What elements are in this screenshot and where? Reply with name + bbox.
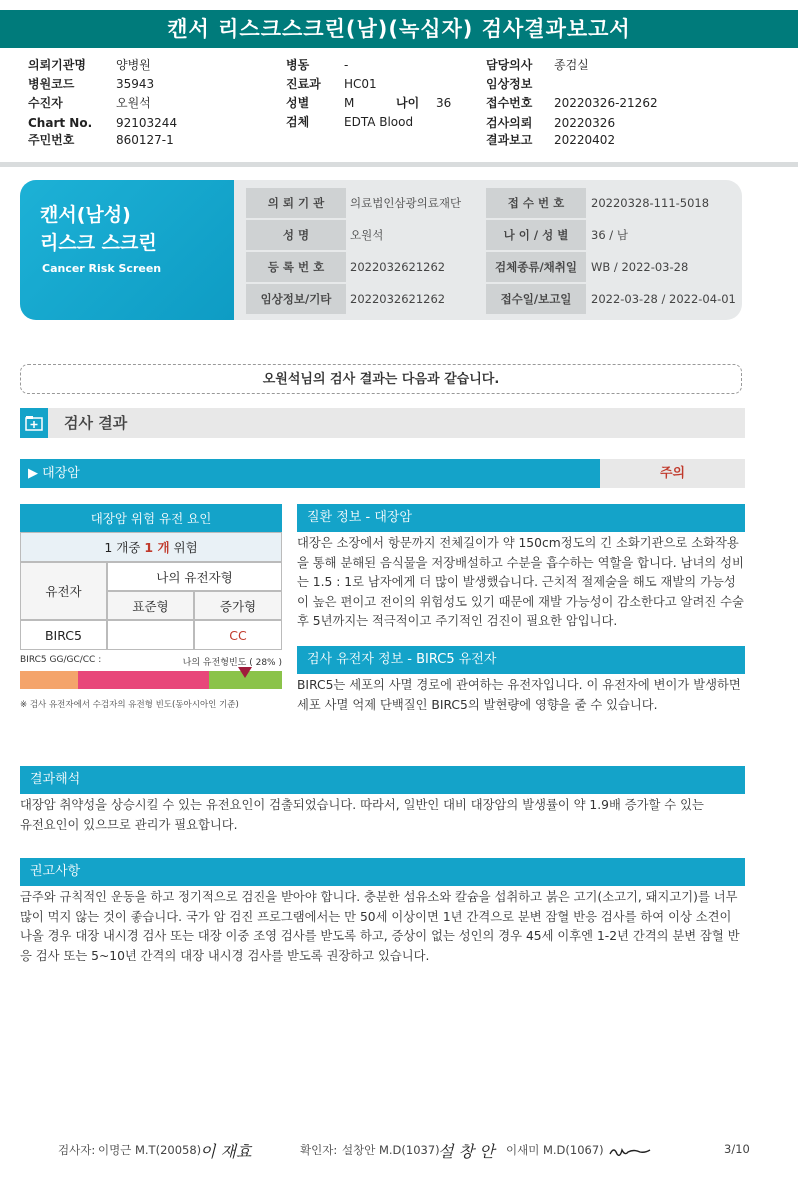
section-header [20, 408, 745, 438]
recommendation-text: 금주와 규칙적인 운동을 하고 정기적으로 검진을 받아야 합니다. 충분한 섬유소와 칼슘을 섭취하고 붉은 고기(소고기, 돼지고기)를 너무 많이 먹지 않는 것이 좋습니다. 국가 암 검진 프로그램에서는 만 50세 이상이면 1년 간격으로 분변 잠혈 반응 검사를 하여 이상 소견이 나올 경우 대장 내시경 검사 또는 대장 이중 조영 검사를 받도록 하고, 증상이 없는 성인의 경우 45세 이후엔 1-2년 간격의 분변 잠혈 반응 검사 또는 5~10년 간격의 대장 내시경 검사를 받도록 권장하고 있습니다. [20, 890, 740, 963]
risk-count [20, 532, 282, 562]
banner-label: 성 명 [246, 220, 346, 250]
interpretation-head: 결과해석 [20, 766, 745, 794]
gene-info-text: BIRC5는 세포의 사멸 경로에 관여하는 유전자입니다. 이 유전자에 변이가 발생하면 세포 사멸 억제 단백질인 BIRC5의 발현량에 영향을 줄 수 있습니다. [297, 678, 741, 712]
banner-subtitle: Cancer Risk Screen [42, 262, 162, 275]
freq-segment [20, 671, 78, 689]
gene-info-head: 검사 유전자 정보 - BIRC5 유전자 [297, 646, 745, 674]
banner-value: 2022032621262 [350, 260, 446, 274]
col-gene: 유전자 [20, 562, 107, 620]
banner-label: 등 록 번 호 [246, 252, 346, 282]
banner-label: 접수일/보고일 [486, 284, 586, 314]
disease-info-text: 대장은 소장에서 항문까지 전체길이가 약 150cm정도의 긴 소화기관으로 소화작용을 통해 분해된 음식물을 저장배설하고 수분을 흡수하는 역할을 합니다. 남녀의 성비는 1.5 : 1로 남자에게 더 많이 발생했습니다. 근치적 절제술을 해도 재발의 가능성이 높은 편이고 전이의 위험성도 있기 때문에 재발 가능성이 감소한다고 알려진 수술 후 5년까지는 적극적이고 주기적인 검진이 필요한 암입니다. [297, 536, 744, 628]
gene-table-head: 대장암 위험 유전 요인 [20, 504, 282, 532]
header-label: 의뢰기관명 [28, 58, 86, 72]
header-value: 20220402 [554, 133, 616, 147]
gene-name: BIRC5 [20, 620, 107, 650]
banner-label: 임상정보/기타 [246, 284, 346, 314]
header-label: 결과보고 [486, 133, 533, 147]
confirmer-2-name: 이새미 M.D(1067) [506, 1143, 604, 1157]
disease-info-head: 질환 정보 - 대장암 [297, 504, 745, 532]
header-label: 병동 [286, 58, 310, 72]
banner-value: 2022032621262 [350, 292, 446, 306]
my-freq-marker-icon [238, 667, 252, 678]
result-notice: 오원석님의 검사 결과는 다음과 같습니다. [20, 364, 742, 394]
page-number: 3/10 [724, 1142, 750, 1156]
header-value: 20220326 [554, 116, 616, 130]
test-info-banner [20, 180, 742, 320]
header-label: 검사의뢰 [486, 116, 533, 130]
freq-footnote: ※ 검사 유전자에서 수검자의 유전형 빈도(동아시아인 기준) [20, 700, 239, 710]
col-standard: 표준형 [107, 591, 194, 620]
banner-value: 의료법인삼광의료재단 [350, 196, 462, 210]
header-label: 진료과 [286, 77, 321, 91]
increased-genotype: CC [194, 620, 282, 650]
age-label: 나이 [396, 96, 420, 110]
confirmer-1-name: 설창안 M.D(1037) [342, 1143, 440, 1157]
standard-genotype [107, 620, 194, 650]
banner-label: 의 뢰 기 관 [246, 188, 346, 218]
cancer-type-bar: ▶ 대장암 [20, 459, 600, 488]
banner-label: 나 이 / 성 별 [486, 220, 586, 250]
recommendation-head: 권고사항 [20, 858, 745, 886]
risk-status-badge: 주의 [600, 459, 745, 488]
banner-label: 접 수 번 호 [486, 188, 586, 218]
header-label: 임상정보 [486, 77, 533, 91]
header-value: - [344, 58, 349, 72]
tester-label: 검사자: [58, 1143, 96, 1157]
header-label: 병원코드 [28, 77, 75, 91]
banner-value: 오원석 [350, 228, 384, 242]
age-value: 36 [436, 96, 452, 110]
banner-title-2: 리스크 스크린 [40, 232, 157, 254]
header-label: 수진자 [28, 96, 63, 110]
header-value: 종검실 [554, 58, 589, 72]
header-label: 검체 [286, 115, 310, 129]
header-value: M [344, 96, 355, 110]
risk-count-suffix: 위험 [173, 540, 198, 555]
banner-label: 검체종류/채취일 [486, 252, 586, 282]
header-label: 담당의사 [486, 58, 533, 72]
banner-title-1: 캔서(남성) [40, 204, 131, 226]
header-value: 양병원 [116, 58, 151, 72]
banner-brand [20, 180, 234, 320]
section-title: 검사 결과 [64, 414, 128, 432]
freq-segment [78, 671, 209, 689]
interpretation-text: 대장암 취약성을 상승시킬 수 있는 유전요인이 검출되었습니다. 따라서, 일반인 대비 대장암의 발생률이 약 1.9배 증가할 수 있는 유전요인이 있으므로 관리가 필요합니다. [20, 798, 704, 832]
tester-signature: 이 재효 [200, 1142, 252, 1161]
banner-value: 20220328-111-5018 [591, 196, 710, 210]
header-value: 92103244 [116, 116, 178, 130]
risk-count-number: 1 개 [144, 540, 170, 555]
freq-label: BIRC5 GG/GC/CC : [20, 655, 102, 665]
header-label: 접수번호 [486, 96, 533, 110]
tester-name: 이명근 M.T(20058) [98, 1143, 202, 1157]
risk-count-prefix: 1 개중 [104, 540, 141, 555]
my-freq-label: 나의 유전형빈도 ( 28% ) [182, 658, 282, 668]
header-value: 20220326-21262 [554, 96, 658, 110]
banner-value: 36 / 남 [591, 228, 628, 242]
col-my-genotype: 나의 유전자형 [107, 562, 282, 591]
divider [0, 162, 798, 167]
header-value: EDTA Blood [344, 115, 414, 129]
confirmer-label: 확인자: [300, 1143, 338, 1157]
header-value: HC01 [344, 77, 377, 91]
banner-value: 2022-03-28 / 2022-04-01 [591, 292, 736, 306]
header-value: 35943 [116, 77, 155, 91]
header-label: 주민번호 [28, 133, 75, 147]
confirmer-1-signature: 설 창 안 [438, 1142, 495, 1161]
folder-plus-icon [20, 408, 48, 438]
header-value: 오원석 [116, 96, 151, 110]
header-label: Chart No. [28, 116, 93, 130]
banner-value: WB / 2022-03-28 [591, 260, 689, 274]
col-increased: 증가형 [194, 591, 282, 620]
confirmer-2-signature-icon [608, 1144, 652, 1164]
header-label: 성별 [286, 96, 310, 110]
header-value: 860127-1 [116, 133, 174, 147]
report-title: 캔서 리스크스크린(남)(녹십자) 검사결과보고서 [0, 10, 798, 48]
